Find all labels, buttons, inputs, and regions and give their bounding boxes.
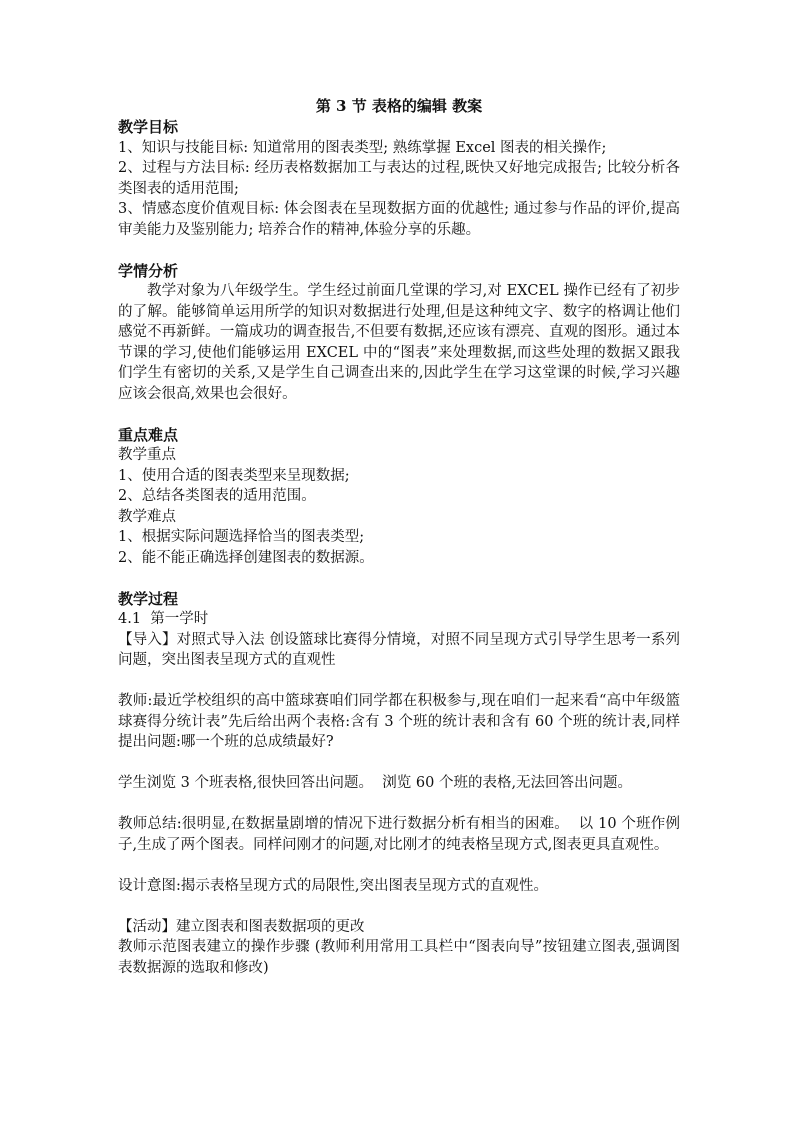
key-heading: 重点难点 [118,425,179,444]
analysis-heading: 学情分析 [118,261,179,280]
process-teacher-paragraph: 教师:最近学校组织的高中篮球赛咱们同学都在积极参与,现在咱们一起来看“高中年级篮球赛得分统计表”先后给出两个表格:含有 3 个班的统计表和含有 60 个班的统计表,同样提出问题:哪一个班的总成绩最好? [118,693,680,750]
focus-item-2: 2、总结各类图表的适用范围。 [118,488,316,504]
goal-item-2: 2、过程与方法目标: 经历表格数据加工与表达的过程,既快又好地完成报告; 比较分析各类图表的适用范围; [118,160,680,197]
process-design-intent: 设计意图:揭示表格呈现方式的局限性,突出图表呈现方式的直观性。 [118,877,548,894]
process-heading: 教学过程 [118,589,179,608]
difficulty-item-1: 1、根据实际问题选择恰当的图表类型; [118,529,365,545]
goals-heading: 教学目标 [118,118,179,136]
document-page [118,95,680,978]
process-students-paragraph: 学生浏览 3 个班表格,很快回答出问题。 浏览 60 个班的表格,无法回答出问题。 [118,775,633,791]
goal-item-1: 1、知识与技能目标: 知道常用的图表类型; 熟练掌握 Excel 图表的相关操作; [118,139,607,156]
process-intro: 【导入】对照式导入法 创设篮球比赛得分情境，对照不同呈现方式引导学生思考一系列问题，突出图表呈现方式的直观性 [118,631,680,668]
process-teacher-summary: 教师总结:很明显,在数据量剧增的情况下进行数据分析有相当的困难。 以 10 个班作例子,生成了两个图表。同样问刚才的问题,对比刚才的纯表格呈现方式,图表更具直观性。 [118,816,680,853]
document-title: 第 3 节 表格的编辑 教案 [315,97,483,115]
process-subheading: 4.1 第一学时 [118,611,209,627]
analysis-paragraph: 教学对象为八年级学生。学生经过前面几堂课的学习,对 EXCEL 操作已经有了初步的了解。能够简单运用所学的知识对数据进行处理,但是这种纯文字、数字的格调让他们感觉不再新鲜。一篇成功的调查报告,不但要有数据,还应该有漂亮、直观的图形。通过本节课的学习,使他们能够运用 EXCEL 中的“图表”来处理数据,而这些处理的数据又跟我们学生有密切的关系,又是学生自己调查出来的,因此学生在学习这堂课的时候,学习兴趣应该会很高,效果也会很好。 [118,283,680,402]
difficulty-label: 教学难点 [118,508,176,525]
difficulty-item-2: 2、能不能正确选择创建图表的数据源。 [118,549,374,566]
focus-item-1: 1、使用合适的图表类型来呈现数据; [118,467,350,484]
focus-label: 教学重点 [118,447,176,463]
goal-item-3: 3、情感态度价值观目标: 体会图表在呈现数据方面的优越性; 通过参与作品的评价,提高审美能力及鉴别能力; 培养合作的精神,体验分享的乐趣。 [118,201,680,238]
process-demo: 教师示范图表建立的操作步骤 (教师利用常用工具栏中“图表向导”按钮建立图表,强调图表数据源的选取和修改) [118,939,680,976]
process-activity: 【活动】建立图表和图表数据项的更改 [118,918,365,935]
